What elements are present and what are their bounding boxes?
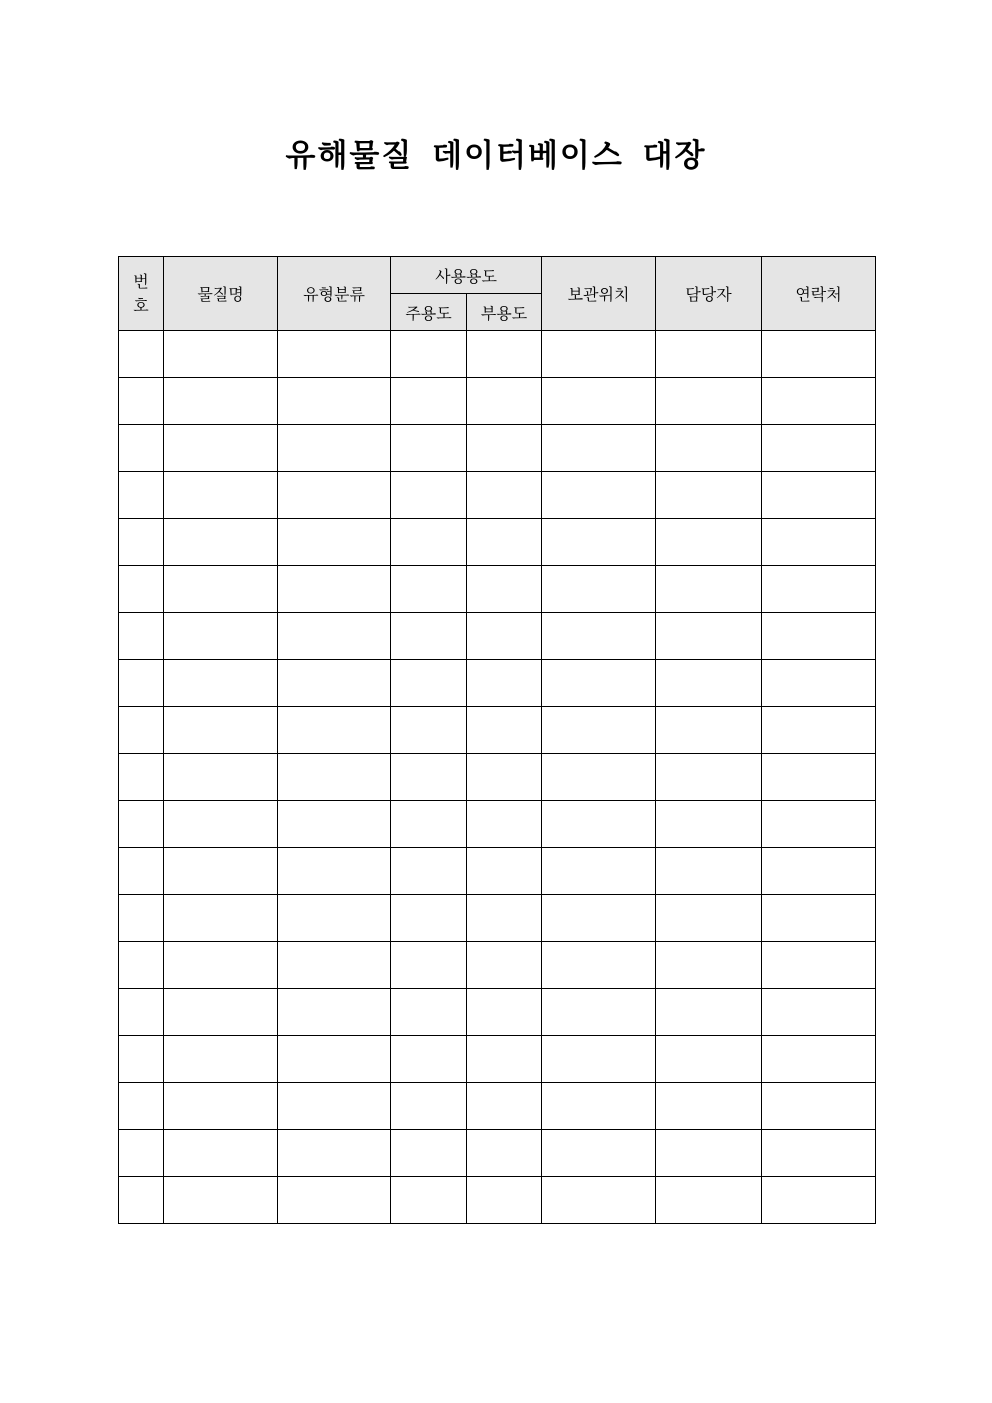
header-substance-name: 물질명 bbox=[164, 257, 278, 331]
cell-person-in-charge[interactable] bbox=[656, 425, 762, 472]
table-row bbox=[119, 472, 876, 519]
cell-number[interactable] bbox=[119, 1130, 164, 1177]
cell-type-class[interactable] bbox=[278, 472, 391, 519]
cell-primary-use[interactable] bbox=[391, 425, 467, 472]
cell-contact[interactable] bbox=[762, 660, 876, 707]
cell-person-in-charge[interactable] bbox=[656, 566, 762, 613]
cell-storage-location[interactable] bbox=[542, 331, 656, 378]
cell-type-class[interactable] bbox=[278, 1177, 391, 1224]
cell-storage-location[interactable] bbox=[542, 942, 656, 989]
cell-person-in-charge[interactable] bbox=[656, 895, 762, 942]
table-row bbox=[119, 895, 876, 942]
cell-substance-name[interactable] bbox=[164, 378, 278, 425]
cell-secondary-use[interactable] bbox=[467, 472, 542, 519]
cell-secondary-use[interactable] bbox=[467, 895, 542, 942]
cell-substance-name[interactable] bbox=[164, 848, 278, 895]
header-number-label: 번호 bbox=[133, 271, 149, 315]
header-secondary-use: 부용도 bbox=[467, 294, 542, 331]
header-type-class: 유형분류 bbox=[278, 257, 391, 331]
cell-primary-use[interactable] bbox=[391, 1130, 467, 1177]
cell-contact[interactable] bbox=[762, 895, 876, 942]
cell-secondary-use[interactable] bbox=[467, 1177, 542, 1224]
header-primary-use: 주용도 bbox=[391, 294, 467, 331]
cell-number[interactable] bbox=[119, 801, 164, 848]
table-row bbox=[119, 331, 876, 378]
cell-primary-use[interactable] bbox=[391, 472, 467, 519]
cell-type-class[interactable] bbox=[278, 331, 391, 378]
cell-storage-location[interactable] bbox=[542, 848, 656, 895]
cell-person-in-charge[interactable] bbox=[656, 660, 762, 707]
cell-contact[interactable] bbox=[762, 942, 876, 989]
cell-storage-location[interactable] bbox=[542, 613, 656, 660]
cell-type-class[interactable] bbox=[278, 942, 391, 989]
cell-number[interactable] bbox=[119, 1036, 164, 1083]
cell-storage-location[interactable] bbox=[542, 754, 656, 801]
cell-person-in-charge[interactable] bbox=[656, 472, 762, 519]
cell-substance-name[interactable] bbox=[164, 942, 278, 989]
substance-ledger-table bbox=[118, 256, 876, 1224]
cell-type-class[interactable] bbox=[278, 425, 391, 472]
cell-substance-name[interactable] bbox=[164, 566, 278, 613]
cell-storage-location[interactable] bbox=[542, 472, 656, 519]
cell-substance-name[interactable] bbox=[164, 801, 278, 848]
cell-type-class[interactable] bbox=[278, 613, 391, 660]
cell-storage-location[interactable] bbox=[542, 895, 656, 942]
cell-contact[interactable] bbox=[762, 331, 876, 378]
cell-secondary-use[interactable] bbox=[467, 707, 542, 754]
cell-contact[interactable] bbox=[762, 472, 876, 519]
cell-contact[interactable] bbox=[762, 801, 876, 848]
cell-number[interactable] bbox=[119, 848, 164, 895]
cell-contact[interactable] bbox=[762, 425, 876, 472]
cell-type-class[interactable] bbox=[278, 848, 391, 895]
cell-number[interactable] bbox=[119, 754, 164, 801]
cell-contact[interactable] bbox=[762, 378, 876, 425]
cell-contact[interactable] bbox=[762, 613, 876, 660]
cell-contact[interactable] bbox=[762, 754, 876, 801]
cell-secondary-use[interactable] bbox=[467, 989, 542, 1036]
table-row bbox=[119, 425, 876, 472]
cell-secondary-use[interactable] bbox=[467, 1083, 542, 1130]
cell-secondary-use[interactable] bbox=[467, 1130, 542, 1177]
cell-person-in-charge[interactable] bbox=[656, 613, 762, 660]
table-row bbox=[119, 707, 876, 754]
cell-number[interactable] bbox=[119, 425, 164, 472]
cell-number[interactable] bbox=[119, 707, 164, 754]
cell-secondary-use[interactable] bbox=[467, 942, 542, 989]
table-row bbox=[119, 1083, 876, 1130]
cell-primary-use[interactable] bbox=[391, 801, 467, 848]
cell-primary-use[interactable] bbox=[391, 660, 467, 707]
cell-type-class[interactable] bbox=[278, 1083, 391, 1130]
cell-number[interactable] bbox=[119, 566, 164, 613]
cell-number[interactable] bbox=[119, 472, 164, 519]
cell-number[interactable] bbox=[119, 660, 164, 707]
cell-person-in-charge[interactable] bbox=[656, 848, 762, 895]
cell-substance-name[interactable] bbox=[164, 660, 278, 707]
cell-primary-use[interactable] bbox=[391, 378, 467, 425]
cell-person-in-charge[interactable] bbox=[656, 801, 762, 848]
cell-type-class[interactable] bbox=[278, 566, 391, 613]
cell-contact[interactable] bbox=[762, 1130, 876, 1177]
cell-primary-use[interactable] bbox=[391, 707, 467, 754]
cell-person-in-charge[interactable] bbox=[656, 331, 762, 378]
cell-substance-name[interactable] bbox=[164, 895, 278, 942]
cell-number[interactable] bbox=[119, 519, 164, 566]
cell-substance-name[interactable] bbox=[164, 754, 278, 801]
cell-number[interactable] bbox=[119, 942, 164, 989]
cell-primary-use[interactable] bbox=[391, 942, 467, 989]
cell-primary-use[interactable] bbox=[391, 519, 467, 566]
table-row bbox=[119, 660, 876, 707]
cell-person-in-charge[interactable] bbox=[656, 1177, 762, 1224]
cell-type-class[interactable] bbox=[278, 660, 391, 707]
cell-secondary-use[interactable] bbox=[467, 1036, 542, 1083]
cell-number[interactable] bbox=[119, 1083, 164, 1130]
header-storage-location: 보관위치 bbox=[542, 257, 656, 331]
cell-person-in-charge[interactable] bbox=[656, 1083, 762, 1130]
cell-person-in-charge[interactable] bbox=[656, 754, 762, 801]
cell-primary-use[interactable] bbox=[391, 895, 467, 942]
cell-number[interactable] bbox=[119, 989, 164, 1036]
header-person-in-charge: 담당자 bbox=[656, 257, 762, 331]
cell-substance-name[interactable] bbox=[164, 519, 278, 566]
cell-type-class[interactable] bbox=[278, 519, 391, 566]
cell-secondary-use[interactable] bbox=[467, 848, 542, 895]
document-title: 유해물질 데이터베이스 대장 bbox=[285, 138, 707, 174]
table-row bbox=[119, 848, 876, 895]
cell-primary-use[interactable] bbox=[391, 989, 467, 1036]
cell-person-in-charge[interactable] bbox=[656, 378, 762, 425]
cell-substance-name[interactable] bbox=[164, 425, 278, 472]
table-row bbox=[119, 519, 876, 566]
cell-storage-location[interactable] bbox=[542, 1083, 656, 1130]
cell-primary-use[interactable] bbox=[391, 848, 467, 895]
cell-secondary-use[interactable] bbox=[467, 519, 542, 566]
cell-storage-location[interactable] bbox=[542, 425, 656, 472]
cell-contact[interactable] bbox=[762, 848, 876, 895]
cell-substance-name[interactable] bbox=[164, 707, 278, 754]
cell-storage-location[interactable] bbox=[542, 660, 656, 707]
cell-contact[interactable] bbox=[762, 1036, 876, 1083]
table-row bbox=[119, 566, 876, 613]
table-row bbox=[119, 1036, 876, 1083]
cell-storage-location[interactable] bbox=[542, 566, 656, 613]
cell-contact[interactable] bbox=[762, 1177, 876, 1224]
cell-contact[interactable] bbox=[762, 989, 876, 1036]
table-body bbox=[119, 331, 876, 1224]
cell-person-in-charge[interactable] bbox=[656, 1130, 762, 1177]
cell-secondary-use[interactable] bbox=[467, 425, 542, 472]
cell-substance-name[interactable] bbox=[164, 1083, 278, 1130]
cell-type-class[interactable] bbox=[278, 1130, 391, 1177]
cell-substance-name[interactable] bbox=[164, 989, 278, 1036]
cell-secondary-use[interactable] bbox=[467, 660, 542, 707]
cell-substance-name[interactable] bbox=[164, 1036, 278, 1083]
cell-primary-use[interactable] bbox=[391, 1036, 467, 1083]
cell-number[interactable] bbox=[119, 1177, 164, 1224]
cell-storage-location[interactable] bbox=[542, 1130, 656, 1177]
cell-contact[interactable] bbox=[762, 519, 876, 566]
table-row bbox=[119, 378, 876, 425]
cell-type-class[interactable] bbox=[278, 378, 391, 425]
cell-secondary-use[interactable] bbox=[467, 566, 542, 613]
table-row bbox=[119, 1130, 876, 1177]
cell-storage-location[interactable] bbox=[542, 801, 656, 848]
cell-substance-name[interactable] bbox=[164, 1177, 278, 1224]
cell-type-class[interactable] bbox=[278, 989, 391, 1036]
cell-number[interactable] bbox=[119, 895, 164, 942]
cell-primary-use[interactable] bbox=[391, 1177, 467, 1224]
table-row bbox=[119, 613, 876, 660]
cell-person-in-charge[interactable] bbox=[656, 519, 762, 566]
cell-secondary-use[interactable] bbox=[467, 331, 542, 378]
table-row bbox=[119, 989, 876, 1036]
cell-secondary-use[interactable] bbox=[467, 378, 542, 425]
cell-substance-name[interactable] bbox=[164, 613, 278, 660]
cell-substance-name[interactable] bbox=[164, 331, 278, 378]
cell-contact[interactable] bbox=[762, 1083, 876, 1130]
table-row bbox=[119, 942, 876, 989]
cell-number[interactable] bbox=[119, 378, 164, 425]
cell-person-in-charge[interactable] bbox=[656, 707, 762, 754]
cell-type-class[interactable] bbox=[278, 1036, 391, 1083]
cell-primary-use[interactable] bbox=[391, 331, 467, 378]
cell-storage-location[interactable] bbox=[542, 707, 656, 754]
table-row bbox=[119, 1177, 876, 1224]
cell-number[interactable] bbox=[119, 331, 164, 378]
table-row bbox=[119, 754, 876, 801]
cell-person-in-charge[interactable] bbox=[656, 1036, 762, 1083]
cell-type-class[interactable] bbox=[278, 754, 391, 801]
cell-contact[interactable] bbox=[762, 566, 876, 613]
cell-number[interactable] bbox=[119, 613, 164, 660]
cell-storage-location[interactable] bbox=[542, 1177, 656, 1224]
cell-type-class[interactable] bbox=[278, 895, 391, 942]
cell-storage-location[interactable] bbox=[542, 378, 656, 425]
cell-type-class[interactable] bbox=[278, 707, 391, 754]
table-header bbox=[119, 257, 876, 331]
cell-substance-name[interactable] bbox=[164, 472, 278, 519]
cell-substance-name[interactable] bbox=[164, 1130, 278, 1177]
cell-storage-location[interactable] bbox=[542, 519, 656, 566]
cell-secondary-use[interactable] bbox=[467, 613, 542, 660]
cell-primary-use[interactable] bbox=[391, 1083, 467, 1130]
header-number bbox=[119, 257, 164, 331]
cell-secondary-use[interactable] bbox=[467, 754, 542, 801]
cell-person-in-charge[interactable] bbox=[656, 989, 762, 1036]
cell-contact[interactable] bbox=[762, 707, 876, 754]
cell-storage-location[interactable] bbox=[542, 1036, 656, 1083]
table-row bbox=[119, 801, 876, 848]
header-contact: 연락처 bbox=[762, 257, 876, 331]
cell-person-in-charge[interactable] bbox=[656, 942, 762, 989]
cell-secondary-use[interactable] bbox=[467, 801, 542, 848]
cell-primary-use[interactable] bbox=[391, 754, 467, 801]
cell-storage-location[interactable] bbox=[542, 989, 656, 1036]
cell-primary-use[interactable] bbox=[391, 613, 467, 660]
cell-type-class[interactable] bbox=[278, 801, 391, 848]
header-usage-group: 사용용도 bbox=[391, 257, 542, 294]
cell-primary-use[interactable] bbox=[391, 566, 467, 613]
